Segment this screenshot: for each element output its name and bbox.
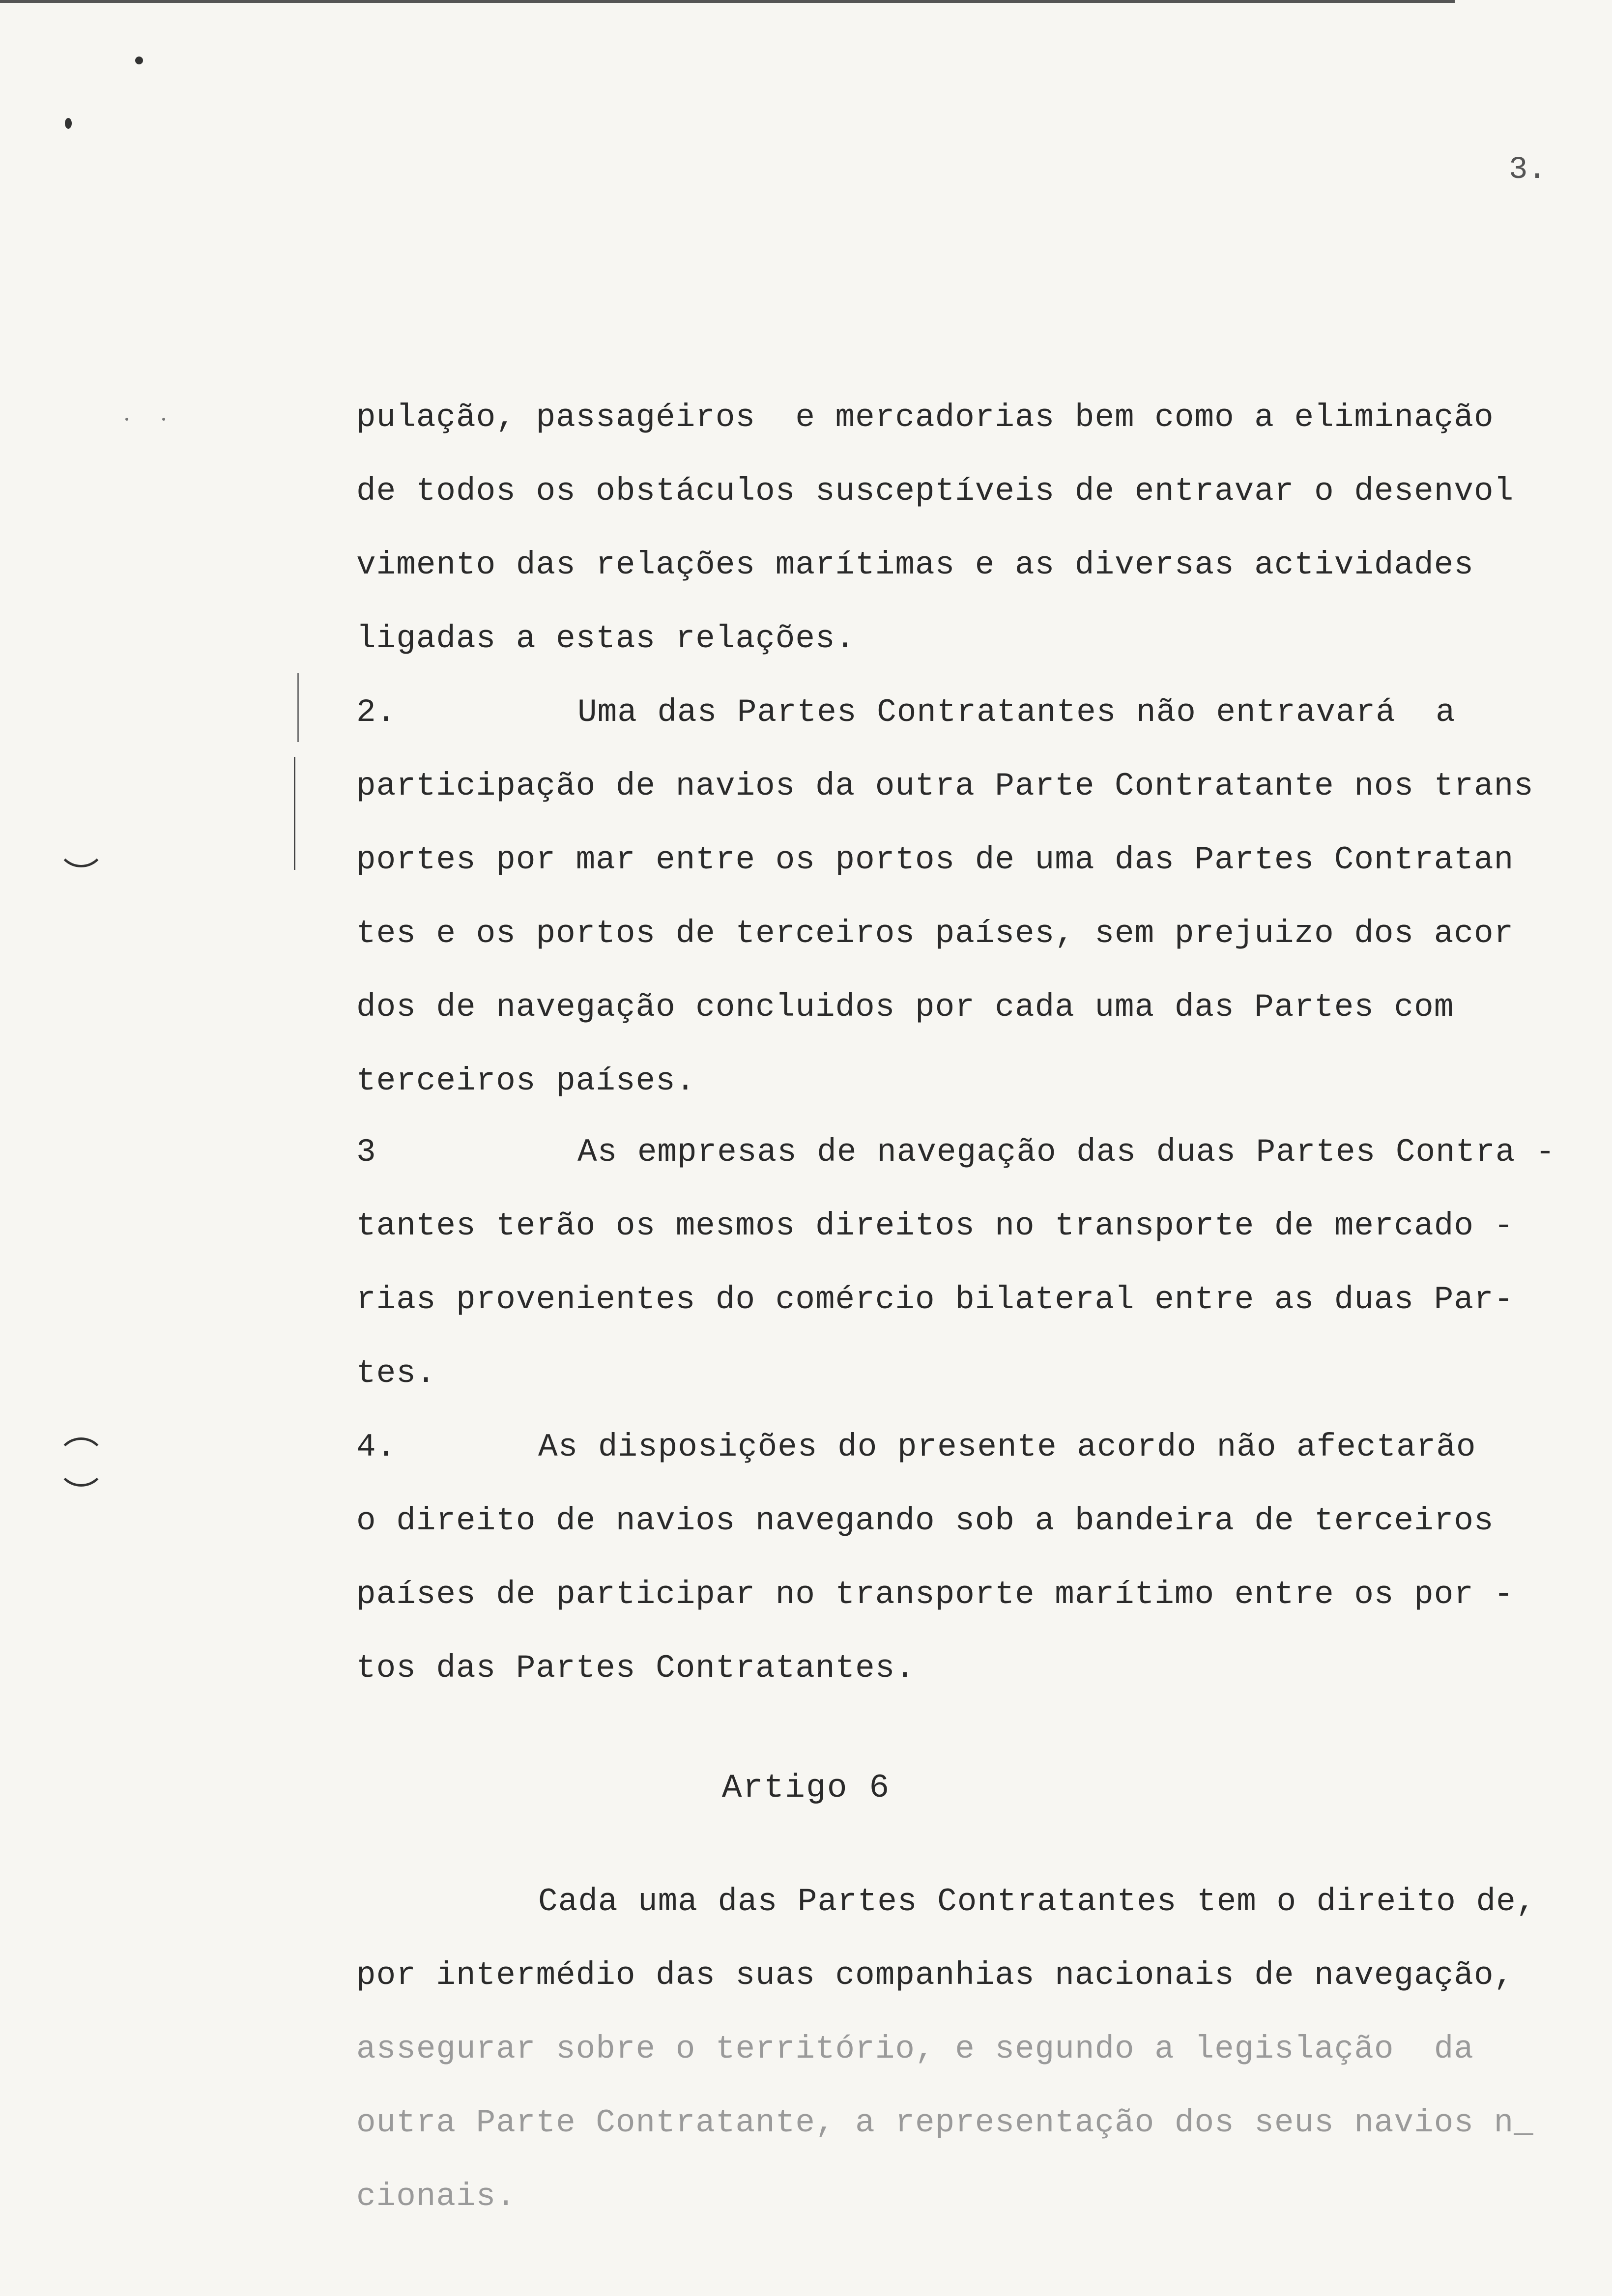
item-3 bbox=[356, 1116, 1565, 1410]
text-line: terceiros países. bbox=[356, 1062, 696, 1099]
margin-dot bbox=[65, 118, 72, 129]
text-line-faded: cionais. bbox=[356, 2178, 516, 2215]
margin-dot bbox=[135, 57, 143, 64]
margin-line bbox=[294, 757, 295, 870]
text-line: portes por mar entre os portos de uma das Partes Contratan bbox=[356, 841, 1514, 878]
article-6-body bbox=[356, 1865, 1565, 2234]
text-line: Uma das Partes Contratantes não entravará a bbox=[577, 694, 1456, 731]
margin-dot bbox=[125, 418, 128, 421]
text-line: tantes terão os mesmos direitos no transporte de mercado - bbox=[356, 1207, 1514, 1244]
margin-line bbox=[297, 673, 299, 742]
text-line: Cada uma das Partes Contratantes tem o direito de, bbox=[538, 1883, 1536, 1920]
punch-hole bbox=[57, 818, 106, 867]
punch-hole bbox=[57, 1437, 106, 1487]
margin-dot bbox=[162, 418, 165, 421]
text-line: por intermédio das suas companhias nacionais de navegação, bbox=[356, 1957, 1514, 1994]
text-line-faded: assegurar sobre o território, e segundo a legislação da bbox=[356, 2031, 1474, 2067]
text-line: vimento das relações marítimas e as diversas actividades bbox=[356, 546, 1474, 583]
item-4 bbox=[356, 1410, 1565, 1705]
item-number: 4. bbox=[356, 1429, 397, 1465]
text-line: As disposições do presente acordo não afectarão bbox=[538, 1429, 1476, 1465]
text-line: participação de navios da outra Parte Contratante nos trans bbox=[356, 768, 1534, 804]
text-line: de todos os obstáculos susceptíveis de entravar o desenvol bbox=[356, 473, 1514, 510]
text-line: dos de navegação concluidos por cada uma das Partes com bbox=[356, 989, 1454, 1026]
text-line: tos das Partes Contratantes. bbox=[356, 1650, 915, 1687]
text-line: As empresas de navegação das duas Partes Contra - bbox=[577, 1134, 1555, 1171]
text-line: o direito de navios navegando sob a bandeira de terceiros bbox=[356, 1502, 1494, 1539]
text-line: pulação, passagéiros e mercadorias bem como a eliminação bbox=[356, 399, 1494, 436]
page-number: 3. bbox=[1509, 152, 1547, 188]
item-number: 3 bbox=[356, 1134, 376, 1171]
text-line: tes. bbox=[356, 1355, 436, 1392]
text-line: tes e os portos de terceiros países, sem prejuizo dos acor bbox=[356, 915, 1514, 952]
paragraph-continuation bbox=[356, 381, 1565, 676]
item-2 bbox=[356, 676, 1565, 1118]
text-line: rias provenientes do comércio bilateral entre as duas Par- bbox=[356, 1281, 1514, 1318]
text-line-faded: outra Parte Contratante, a representação dos seus navios n_ bbox=[356, 2104, 1534, 2141]
article-heading: Artigo 6 bbox=[721, 1769, 891, 1807]
text-line: países de participar no transporte marítimo entre os por - bbox=[356, 1576, 1514, 1613]
item-number: 2. bbox=[356, 694, 397, 731]
text-line: ligadas a estas relações. bbox=[356, 620, 856, 657]
top-rule bbox=[0, 0, 1455, 3]
